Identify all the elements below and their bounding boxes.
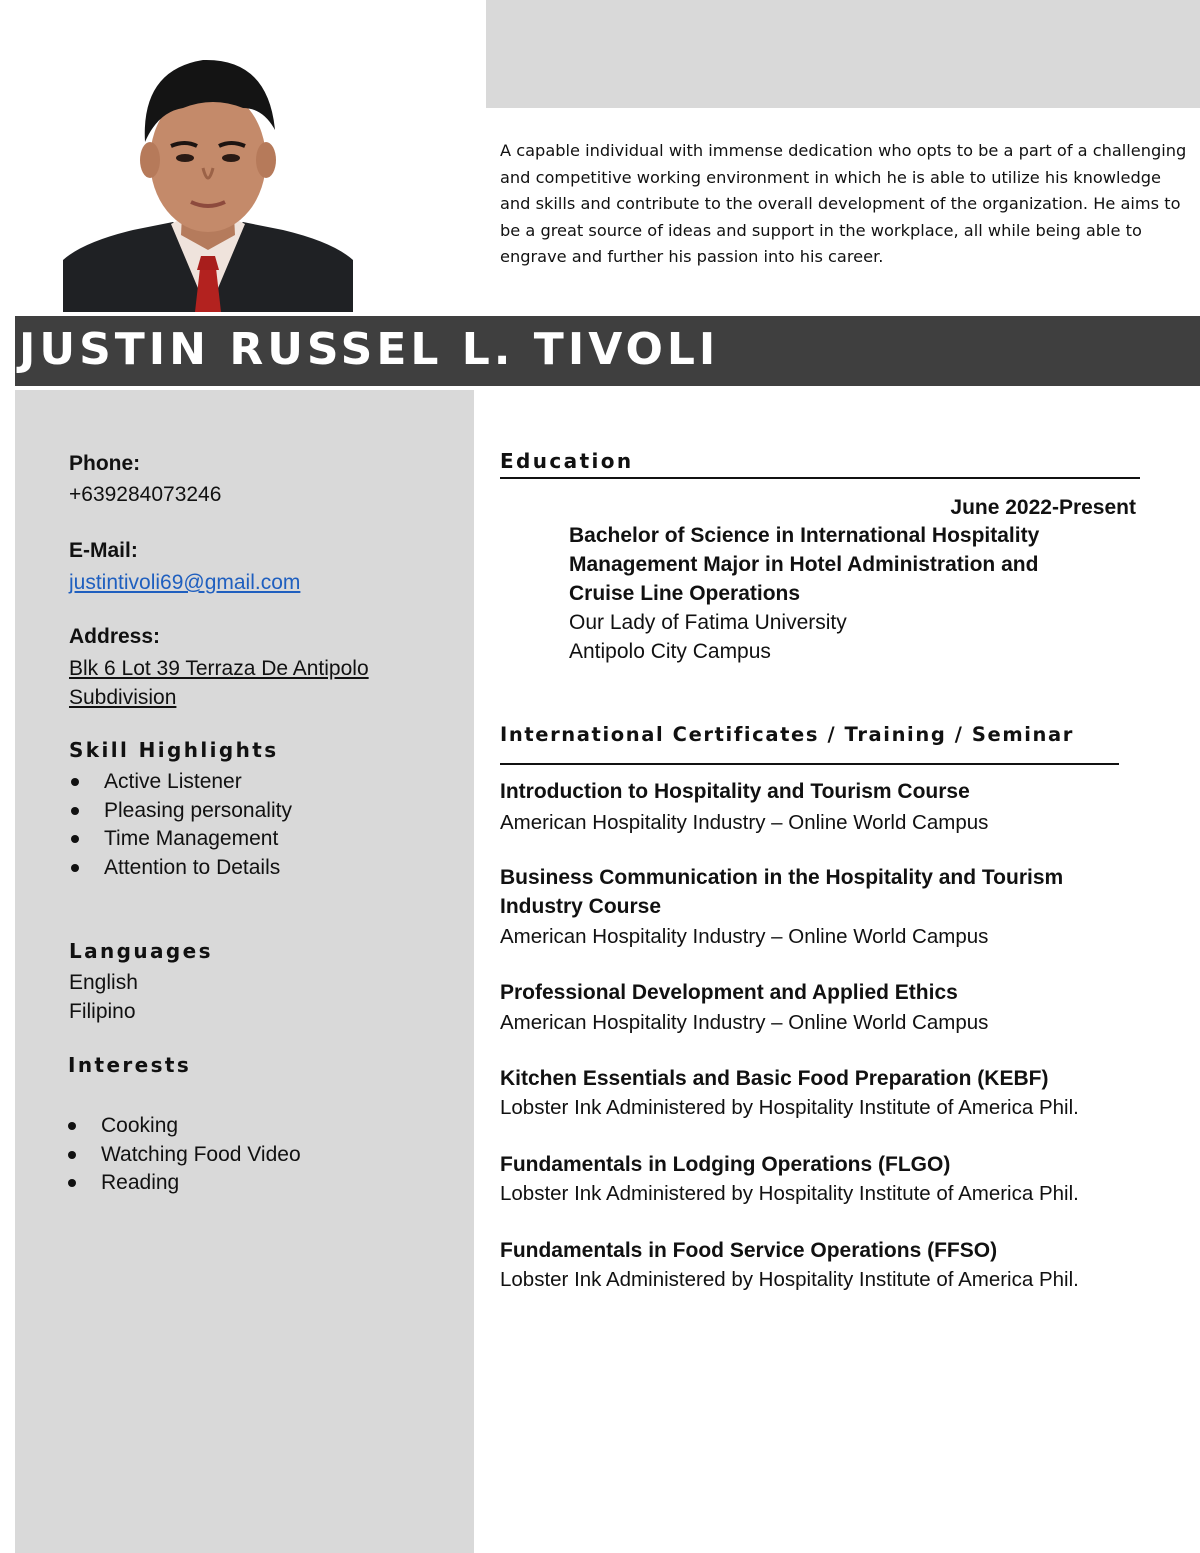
skills-list	[69, 768, 449, 883]
bullet-icon	[71, 778, 79, 786]
certificate-title: Introduction to Hospitality and Tourism Course	[500, 780, 970, 803]
certificate-provider: Lobster Ink Administered by Hospitality Institute of America Phil.	[500, 1268, 1079, 1291]
certificate-provider: American Hospitality Industry – Online World Campus	[500, 1011, 989, 1034]
interests-list	[66, 1112, 446, 1198]
certificate-provider: Lobster Ink Administered by Hospitality Institute of America Phil.	[500, 1096, 1079, 1119]
list-item: Attention to Details	[69, 854, 449, 883]
education-school: Our Lady of Fatima University	[569, 611, 847, 634]
education-degree-line-3: Cruise Line Operations	[569, 582, 801, 605]
education-degree-line-2: Management Major in Hotel Administration and	[569, 553, 1039, 576]
name-banner	[15, 316, 1200, 386]
address-line-1: Blk 6 Lot 39 Terraza De Antipolo	[69, 657, 369, 680]
certificate-provider: American Hospitality Industry – Online World Campus	[500, 925, 989, 948]
bullet-icon	[71, 864, 79, 872]
list-item: Time Management	[69, 825, 449, 854]
phone-value: +639284073246	[69, 483, 222, 506]
certificates-divider	[500, 763, 1119, 765]
certificate-title: Business Communication in the Hospitality and Tourism Industry Course	[500, 866, 1064, 918]
certificate-title: Kitchen Essentials and Basic Food Preparation (KEBF)	[500, 1067, 1049, 1090]
education-heading: Education	[500, 449, 634, 473]
certificate-title: Fundamentals in Food Service Operations (FFSO)	[500, 1239, 998, 1262]
education-degree-line-1: Bachelor of Science in International Hospitality	[569, 524, 1040, 547]
address-label: Address:	[69, 625, 161, 648]
certificates-heading: International Certificates / Training / Seminar	[500, 723, 1075, 746]
profile-photo	[63, 30, 353, 312]
phone-label: Phone:	[69, 452, 141, 475]
candidate-name: JUSTIN RUSSEL L. TIVOLI	[19, 324, 720, 375]
list-item: Active Listener	[69, 768, 449, 797]
list-item: Cooking	[66, 1112, 446, 1141]
interests-heading: Interests	[68, 1053, 192, 1077]
education-date: June 2022-Present	[950, 496, 1136, 519]
bullet-icon	[71, 807, 79, 815]
education-campus: Antipolo City Campus	[569, 640, 771, 663]
address-line-2: Subdivision	[69, 686, 177, 709]
language-item: Filipino	[69, 1000, 136, 1023]
profile-summary: A capable individual with immense dedication who opts to be a part of a challenging and competitive working environment in which he is able to utilize his knowledge and skills and contribute to the overall development of the organization. He aims to be a great source of ideas and support in the workplace, all while being able to engrave and further his passion into his career.	[500, 141, 1187, 267]
certificate-provider: American Hospitality Industry – Online World Campus	[500, 811, 989, 834]
list-item: Watching Food Video	[66, 1141, 446, 1170]
certificate-title: Professional Development and Applied Ethics	[500, 981, 958, 1004]
bullet-icon	[68, 1122, 76, 1130]
header-decor-block	[486, 0, 1200, 108]
certificate-provider: Lobster Ink Administered by Hospitality Institute of America Phil.	[500, 1182, 1079, 1205]
email-label: E-Mail:	[69, 539, 138, 562]
bullet-icon	[68, 1179, 76, 1187]
languages-heading: Languages	[69, 939, 213, 963]
bullet-icon	[68, 1151, 76, 1159]
education-divider	[500, 477, 1140, 479]
bullet-icon	[71, 835, 79, 843]
language-item: English	[69, 971, 138, 994]
list-item: Pleasing personality	[69, 797, 449, 826]
email-link[interactable]: justintivoli69@gmail.com	[69, 571, 301, 594]
list-item: Reading	[66, 1169, 446, 1198]
certificate-title: Fundamentals in Lodging Operations (FLGO)	[500, 1153, 951, 1176]
skills-heading: Skill Highlights	[69, 738, 279, 762]
